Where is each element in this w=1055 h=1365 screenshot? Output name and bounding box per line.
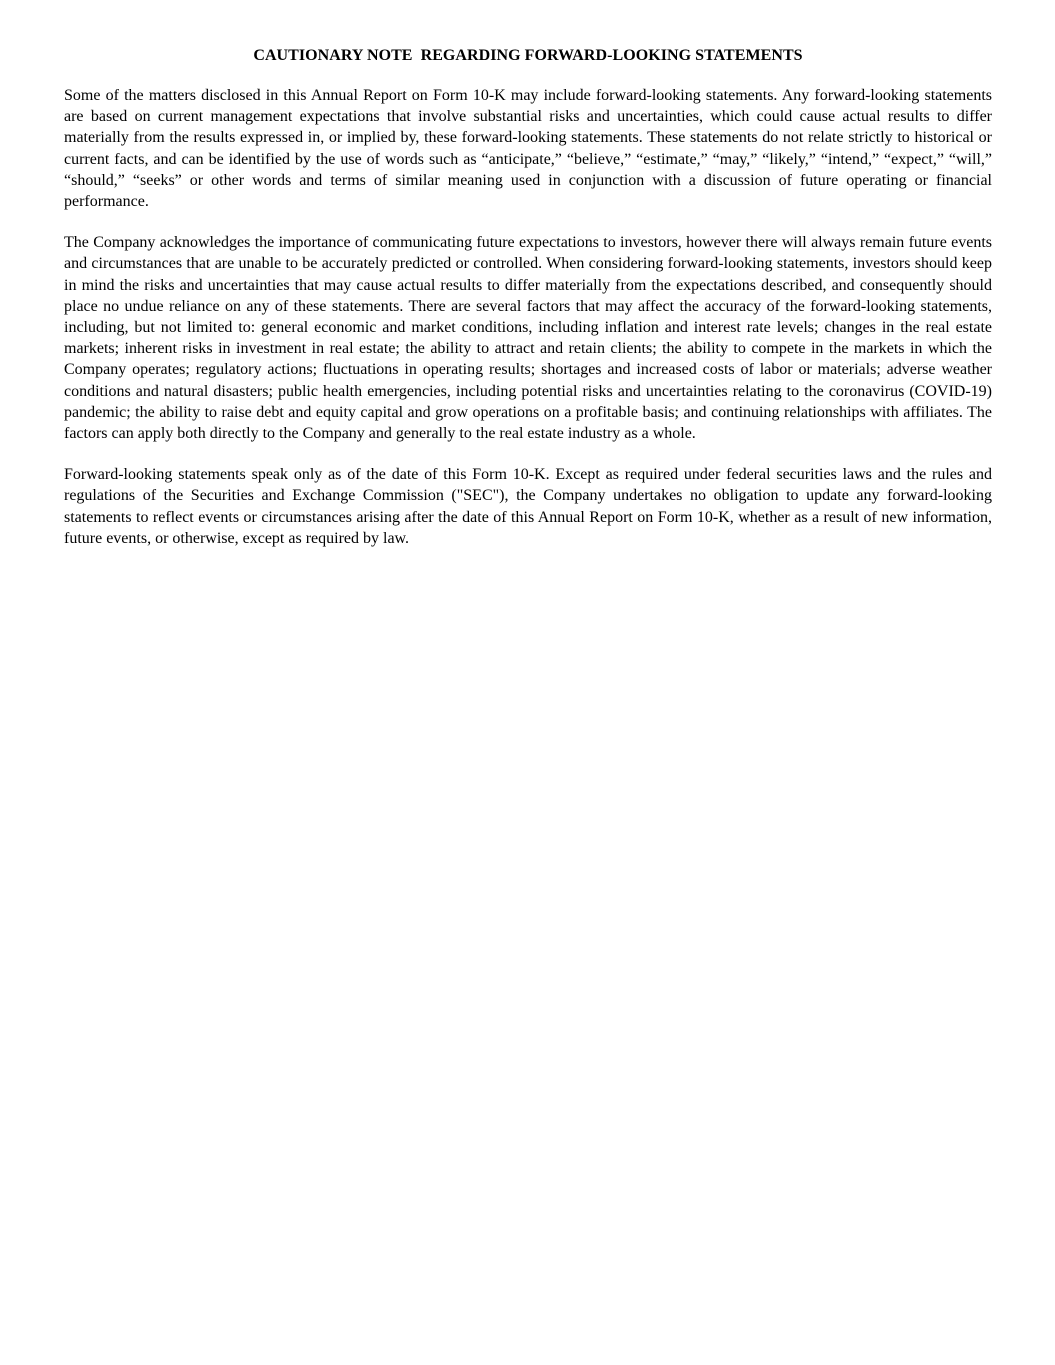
section-title: CAUTIONARY NOTE REGARDING FORWARD-LOOKING STATEMENTS [253,47,803,64]
paragraph-forward-looking-intro: Some of the matters disclosed in this Annual Report on Form 10-K may include forward-looking statements. Any forward-looking statements are based on current management expectations that involve substantial risks and uncertainties, which could cause actual results to differ materially from the results expressed in, or implied by, these forward-looking statements. These statements do not relate strictly to historical or current facts, and can be identified by the use of words such as “anticipate,” “believe,” “estimate,” “may,” “likely,” “intend,” “expect,” “will,” “should,” “seeks” or other words and terms of similar meaning used in conjunction with a discussion of future operating or financial performance. [64,87,992,211]
paragraph-no-obligation: Forward-looking statements speak only as of the date of this Form 10-K. Except as required under federal securities laws and the rules and regulations of the Securities and Exchange Commission ("SEC"), the Company undertakes no obligation to update any forward-looking statements to reflect events or circumstances arising after the date of this Annual Report on Form 10-K, whether as a result of new information, future events, or otherwise, except as required by law. [64,466,992,547]
paragraph-risk-factors: The Company acknowledges the importance of communicating future expectations to investors, however there will always remain future events and circumstances that are unable to be accurately predicted or controlled. When considering forward-looking statements, investors should keep in mind the risks and uncertainties that may cause actual results to differ materially from the expectations described, and consequently should place no undue reliance on any of these statements. There are several factors that may affect the accuracy of the forward-looking statements, including, but not limited to: general economic and market conditions, including inflation and interest rate levels; changes in the real estate markets; inherent risks in investment in real estate; the ability to attract and retain clients; the ability to compete in the markets in which the Company operates; regulatory actions; fluctuations in operating results; shortages and increased costs of labor or materials; adverse weather conditions and natural disasters; public health emergencies, including potential risks and uncertainties relating to the coronavirus (COVID-19) pandemic; the ability to raise debt and equity capital and grow operations on a profitable basis; and continuing relationships with affiliates. The factors can apply both directly to the Company and generally to the real estate industry as a whole. [64,234,992,443]
